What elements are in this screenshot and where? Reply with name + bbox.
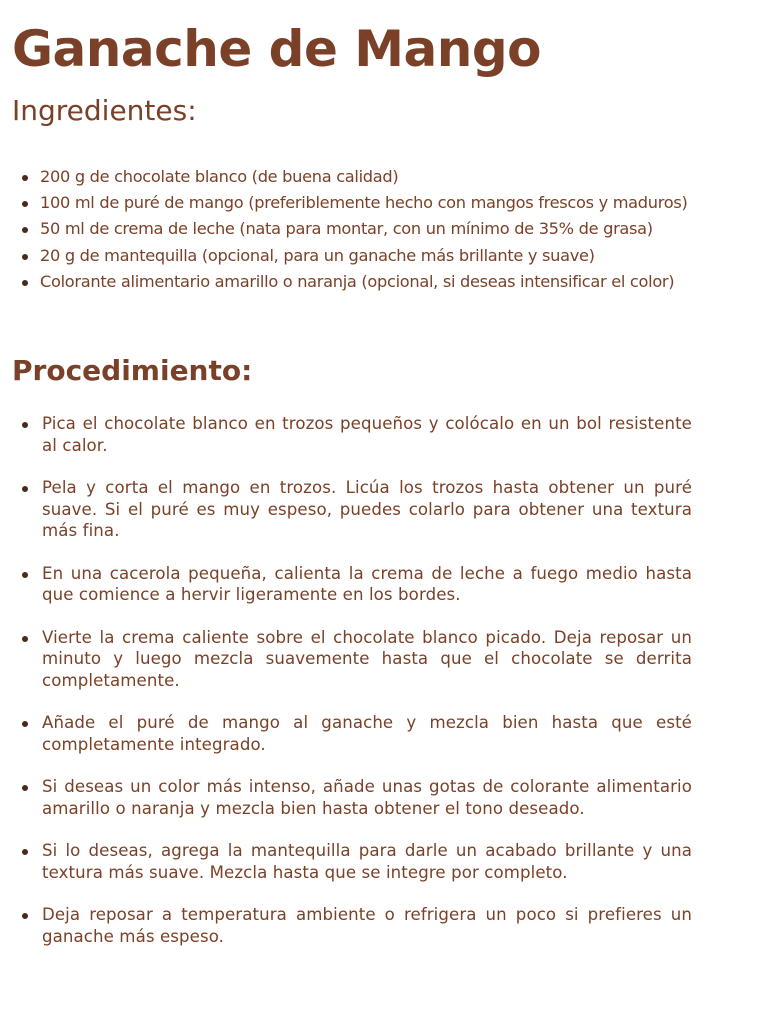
bullet-icon [22, 422, 28, 428]
step-text: Deja reposar a temperatura ambiente o refrigera un poco si prefieres un ganache más espeso. [42, 905, 692, 946]
list-item [22, 776, 692, 819]
bullet-icon [22, 785, 28, 791]
step-text: Vierte la crema caliente sobre el chocolate blanco picado. Deja reposar un minuto y luego mezcla suavemente hasta que el chocolate se derrita completamente. [42, 627, 692, 690]
ingredient-text: 20 g de mantequilla (opcional, para un ganache más brillante y suave) [40, 245, 595, 265]
list-item [22, 712, 692, 755]
list-item [22, 477, 692, 542]
procedure-steps-list [22, 413, 692, 968]
step-text: Pela y corta el mango en trozos. Licúa los trozos hasta obtener un puré suave. Si el puré es muy espeso, puedes colarlo para obtener una textura más fina. [42, 478, 692, 540]
bullet-icon [22, 849, 28, 855]
ingredient-text: 50 ml de crema de leche (nata para montar, con un mínimo de 35% de grasa) [40, 219, 653, 239]
bullet-icon [22, 572, 28, 578]
bullet-icon [22, 721, 28, 727]
ingredient-text: 100 ml de puré de mango (preferiblemente hecho con mangos frescos y maduros) [40, 193, 688, 213]
bullet-icon [22, 227, 28, 233]
list-item [22, 627, 692, 692]
list-item [22, 243, 762, 269]
bullet-icon [22, 201, 28, 207]
step-text: Pica el chocolate blanco en trozos pequeños y colócalo en un bol resistente al calor. [42, 414, 692, 455]
list-item [22, 904, 692, 947]
list-item [22, 164, 762, 190]
bullet-icon [22, 254, 28, 260]
step-text: Si lo deseas, agrega la mantequilla para darle un acabado brillante y una textura más suave. Mezcla hasta que se integre por completo. [42, 841, 692, 882]
page-title: Ganache de Mango [12, 20, 542, 78]
bullet-icon [22, 280, 28, 286]
step-text: Si deseas un color más intenso, añade unas gotas de colorante alimentario amarillo o naranja y mezcla bien hasta obtener el tono deseado. [42, 777, 692, 818]
list-item [22, 413, 692, 456]
step-text: En una cacerola pequeña, calienta la crema de leche a fuego medio hasta que comience a hervir ligeramente en los bordes. [42, 563, 692, 604]
bullet-icon [22, 486, 28, 492]
bullet-icon [22, 175, 28, 181]
bullet-icon [22, 913, 28, 919]
ingredient-text: Colorante alimentario amarillo o naranja (opcional, si deseas intensificar el color) [40, 271, 675, 291]
ingredient-text: 200 g de chocolate blanco (de buena calidad) [40, 167, 399, 186]
ingredients-heading: Ingredientes: [12, 94, 197, 127]
list-item [22, 190, 762, 216]
ingredients-list [22, 164, 762, 295]
bullet-icon [22, 636, 28, 642]
list-item [22, 563, 692, 606]
list-item [22, 269, 762, 295]
step-text: Añade el puré de mango al ganache y mezcla bien hasta que esté completamente integrado. [42, 713, 692, 754]
list-item [22, 216, 762, 242]
procedure-heading: Procedimiento: [12, 354, 253, 387]
list-item [22, 840, 692, 883]
